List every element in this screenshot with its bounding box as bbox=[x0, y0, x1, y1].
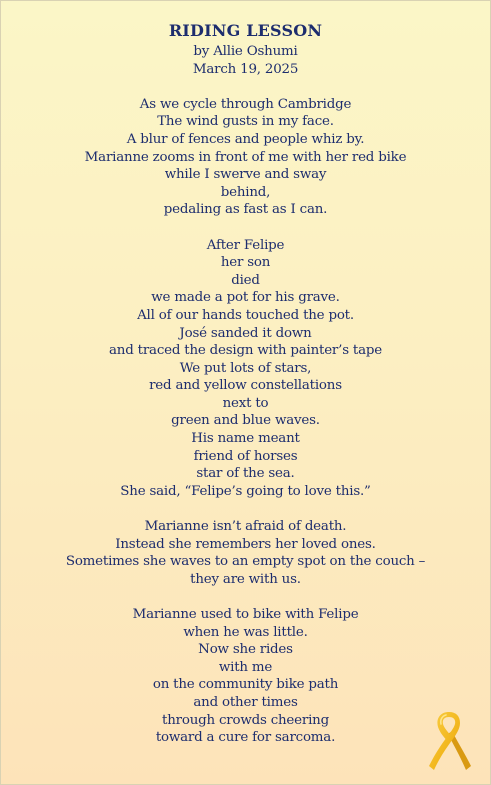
poem-line: died bbox=[231, 272, 260, 288]
poem-line: through crowds cheering bbox=[162, 712, 329, 728]
stanza-4 bbox=[0, 606, 491, 747]
stanza-gap bbox=[0, 219, 491, 237]
poem-line: pedaling as fast as I can. bbox=[163, 202, 328, 218]
poem-line: Instead she remembers her loved ones. bbox=[115, 536, 376, 552]
poem-line: toward a cure for sarcoma. bbox=[155, 730, 336, 746]
poem-line: on the community bike path bbox=[152, 677, 339, 693]
poem-line: her son bbox=[220, 255, 271, 271]
poem-line: José sanded it down bbox=[179, 325, 312, 341]
poem-line: As we cycle through Cambridge bbox=[139, 96, 352, 112]
poem-date: March 19, 2025 bbox=[192, 61, 299, 77]
poem-line: A blur of fences and people whiz by. bbox=[126, 131, 365, 147]
stanza-3 bbox=[0, 518, 491, 588]
stanza-2 bbox=[0, 237, 491, 501]
poem-line: and traced the design with painter’s tape bbox=[109, 343, 382, 359]
poem-line: Marianne zooms in front of me with her red bike bbox=[84, 149, 407, 165]
awareness-ribbon-icon bbox=[426, 708, 472, 774]
poem-line: next to bbox=[222, 395, 269, 411]
poem-line: and other times bbox=[193, 694, 298, 710]
poem-line: Now she rides bbox=[198, 642, 293, 658]
poem-line: star of the sea. bbox=[196, 466, 295, 482]
poem-line: His name meant bbox=[191, 431, 300, 447]
stanza-gap bbox=[0, 588, 491, 606]
poem-line: She said, “Felipe’s going to love this.” bbox=[120, 483, 371, 499]
poem-line: We put lots of stars, bbox=[179, 360, 312, 376]
poem bbox=[0, 20, 491, 747]
stanza-1 bbox=[0, 96, 491, 219]
poem-line: when he was little. bbox=[183, 624, 308, 640]
poem-line: Marianne isn’t afraid of death. bbox=[144, 519, 347, 535]
poem-line: Marianne used to bike with Felipe bbox=[132, 607, 359, 622]
poem-line: friend of horses bbox=[193, 448, 298, 464]
poem-line: we made a pot for his grave. bbox=[151, 290, 340, 306]
poem-line: with me bbox=[218, 659, 273, 675]
poem-line: they are with us. bbox=[190, 571, 301, 587]
poem-line: while I swerve and sway bbox=[164, 167, 327, 183]
poem-title: RIDING LESSON bbox=[168, 21, 323, 40]
poem-line: All of our hands touched the pot. bbox=[137, 307, 354, 323]
poem-line: green and blue waves. bbox=[171, 413, 320, 429]
stanza-gap bbox=[0, 500, 491, 518]
byline: by Allie Oshumi bbox=[193, 44, 298, 59]
poem-line: Sometimes she waves to an empty spot on the couch – bbox=[65, 554, 426, 570]
poem-line: After Felipe bbox=[206, 237, 285, 253]
poem-line: behind, bbox=[220, 184, 271, 200]
stanza-gap bbox=[0, 78, 491, 96]
poem-line: The wind gusts in my face. bbox=[157, 114, 334, 130]
poem-line: red and yellow constellations bbox=[149, 378, 342, 394]
